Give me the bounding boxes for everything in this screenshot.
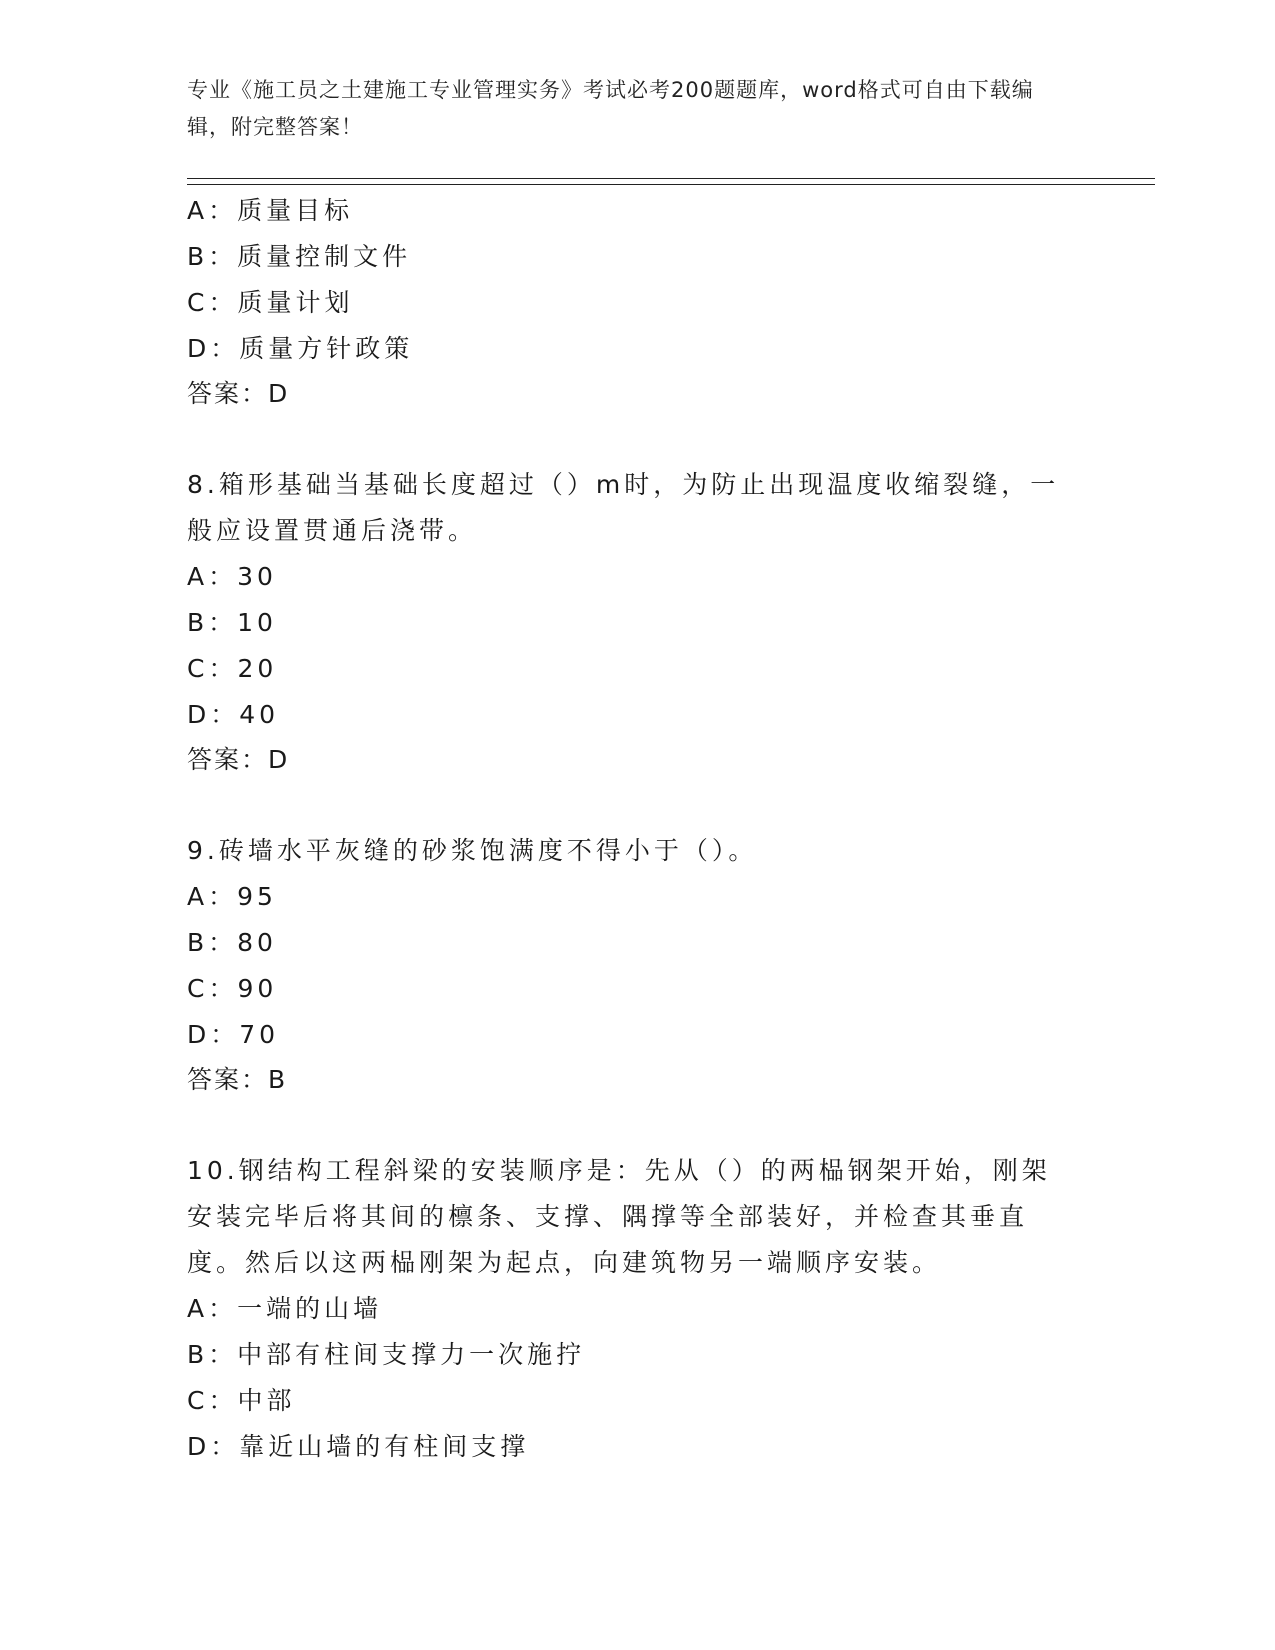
double-rule-divider [187, 178, 1155, 185]
q9-option-c: C：90 [187, 974, 278, 1003]
q8-option-a: A：30 [187, 562, 277, 591]
document-intro: 专业《施工员之土建施工专业管理实务》考试必考200题题库，word格式可自由下载编辑，附完整答案！ [187, 78, 1034, 139]
q9-answer: 答案：B [187, 1065, 288, 1094]
q10-option-b: B：中部有柱间支撑力一次施拧 [187, 1340, 586, 1369]
q8-text: 8.箱形基础当基础长度超过（）m时，为防止出现温度收缩裂缝，一般应设置贯通后浇带。 [187, 470, 1060, 545]
question-8-block [187, 462, 1087, 782]
q8-option-d: D：40 [187, 700, 280, 729]
q7-option-b: B：质量控制文件 [187, 242, 412, 271]
q9-option-a: A：95 [187, 882, 277, 911]
q8-option-c: C：20 [187, 654, 278, 683]
question-list [187, 188, 1087, 1470]
q7-answer: 答案：D [187, 379, 290, 408]
q8-answer: 答案：D [187, 745, 290, 774]
question-9-block [187, 828, 1087, 1102]
q7-option-d: D：质量方针政策 [187, 334, 414, 363]
q10-option-d: D：靠近山墙的有柱间支撑 [187, 1432, 530, 1461]
q9-text: 9.砖墙水平灰缝的砂浆饱满度不得小于（）。 [187, 836, 758, 865]
q10-option-c: C：中部 [187, 1386, 296, 1415]
q9-option-d: D：70 [187, 1020, 280, 1049]
q9-option-b: B：80 [187, 928, 277, 957]
question-7-block [187, 188, 1087, 416]
q10-option-a: A：一端的山墙 [187, 1294, 383, 1323]
question-10-block [187, 1148, 1087, 1470]
q7-option-a: A：质量目标 [187, 196, 354, 225]
q8-option-b: B：10 [187, 608, 277, 637]
q10-text: 10.钢结构工程斜梁的安装顺序是：先从（）的两榀钢架开始，刚架安装完毕后将其间的檩条、支撑、隅撑等全部装好，并检查其垂直度。然后以这两榀刚架为起点，向建筑物另一端顺序安装。 [187, 1156, 1051, 1277]
q7-option-c: C：质量计划 [187, 288, 354, 317]
